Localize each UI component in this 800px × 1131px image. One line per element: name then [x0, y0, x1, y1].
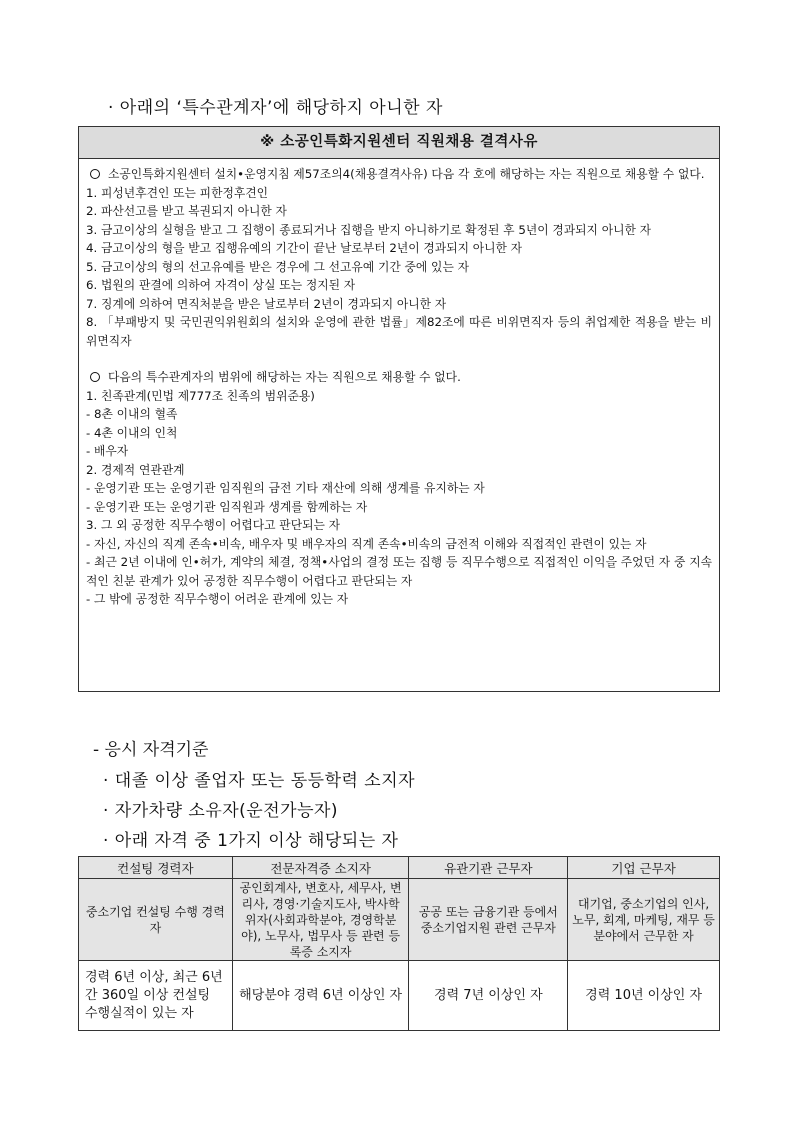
section-gap [86, 350, 712, 368]
table-cell: 경력 10년 이상인 자 [568, 961, 720, 1031]
table-cell: 공공 또는 금융기관 등에서 중소기업지원 관련 근무자 [409, 879, 568, 961]
section2-line: 3. 그 외 공정한 직무수행이 어렵다고 판단되는 자 [86, 518, 341, 532]
table-header-cell: 컨설팅 경력자 [79, 857, 233, 879]
section2-line: - 운영기관 또는 운영기관 임직원과 생계를 함께하는 자 [86, 499, 368, 514]
section2-line: - 최근 2년 이내에 인•허가, 계약의 체결, 정책•사업의 결정 또는 집행 등 직무수행으로 직접적인 이익을 주었던 자 중 지속적인 친분 관계가 있어 공정한 직무수행이 어렵다고 판단되는 자 [86, 555, 712, 588]
table-row-description [79, 879, 720, 961]
circle-bullet-icon [90, 169, 100, 179]
qualification-bullet: · 대졸 이상 졸업자 또는 동등학력 소지자 [103, 771, 416, 791]
qualification-bullet: · 자가차량 소유자(운전가능자) [103, 801, 339, 821]
section2-line: 2. 경제적 연관관계 [86, 462, 185, 477]
table-cell: 경력 7년 이상인 자 [409, 961, 568, 1031]
circle-bullet-icon [90, 372, 100, 382]
section1-intro: 소공인특화지원센터 설치•운영지침 제57조의4(채용결격사유) 다음 각 호에 해당하는 자는 직원으로 채용할 수 없다. [86, 165, 712, 184]
section1-line: 7. 징계에 의하여 면직처분을 받은 날로부터 2년이 경과되지 아니한 자 [86, 296, 447, 311]
section2-line: - 운영기관 또는 운영기관 임직원의 금전 기타 재산에 의해 생계를 유지하는 자 [86, 481, 485, 495]
section1-line: 3. 금고이상의 실형을 받고 그 집행이 종료되거나 집행을 받지 아니하기로 확정된 후 5년이 경과되지 아니한 자 [86, 222, 652, 237]
section1-line: 4. 금고이상의 형을 받고 집행유예의 기간이 끝난 날로부터 2년이 경과되지 아니한 자 [86, 241, 523, 255]
section2-line: - 8촌 이내의 혈족 [86, 407, 178, 421]
section1-line: 1. 피성년후견인 또는 피한정후견인 [86, 185, 269, 200]
disqualification-box-title: ※ 소공인특화지원센터 직원채용 결격사유 [79, 127, 719, 159]
qualification-section-title: - 응시 자격기준 [93, 740, 209, 760]
heading-special-relation: · 아래의 ‘특수관계자’에 해당하지 아니한 자 [108, 98, 443, 118]
table-header-row [79, 857, 720, 879]
table-cell: 경력 6년 이상, 최근 6년간 360일 이상 컨설팅 수행실적이 있는 자 [79, 961, 233, 1031]
section1-line: 8. 「부패방지 및 국민권익위원회의 설치와 운영에 관한 법률」제82조에 따른 비위면직자 등의 취업제한 적용을 받는 비위면직자 [86, 315, 712, 348]
section1-line: 2. 파산선고를 받고 복권되지 아니한 자 [86, 204, 287, 218]
table-header-cell: 유관기관 근무자 [409, 857, 568, 879]
section2-line: - 자신, 자신의 직계 존속•비속, 배우자 및 배우자의 직계 존속•비속의 금전적 이해와 직접적인 관련이 있는 자 [86, 536, 647, 551]
table-cell: 공인회계사, 변호사, 세무사, 변리사, 경영·기술지도사, 박사학위자(사회과학분야, 경영학분야), 노무사, 법무사 등 관련 등록증 소지자 [232, 879, 409, 961]
section2-line: - 배우자 [86, 444, 129, 458]
section1-line: 6. 법원의 판결에 의하여 자격이 상실 또는 정지된 자 [86, 278, 356, 292]
section2-line: - 그 밖에 공정한 직무수행이 어려운 관계에 있는 자 [86, 592, 349, 606]
section2-line: 1. 친족관계(민법 제777조 친족의 범위준용) [86, 388, 315, 403]
table-cell: 중소기업 컨설팅 수행 경력자 [79, 879, 233, 961]
table-header-cell: 전문자격증 소지자 [232, 857, 409, 879]
table-cell: 해당분야 경력 6년 이상인 자 [232, 961, 409, 1031]
section2-line: - 4촌 이내의 인척 [86, 425, 178, 440]
section2-intro: 다음의 특수관계자의 범위에 해당하는 자는 직원으로 채용할 수 없다. [86, 368, 712, 387]
qualification-table [78, 856, 720, 1031]
disqualification-box-body [79, 159, 719, 609]
table-header-cell: 기업 근무자 [568, 857, 720, 879]
table-cell: 대기업, 중소기업의 인사, 노무, 회계, 마케팅, 재무 등 분야에서 근무한 자 [568, 879, 720, 961]
qualification-bullet: · 아래 자격 중 1가지 이상 해당되는 자 [103, 831, 399, 851]
table-row-requirement [79, 961, 720, 1031]
disqualification-box [78, 126, 720, 692]
section1-line: 5. 금고이상의 형의 선고유예를 받은 경우에 그 선고유예 기간 중에 있는 자 [86, 259, 469, 274]
